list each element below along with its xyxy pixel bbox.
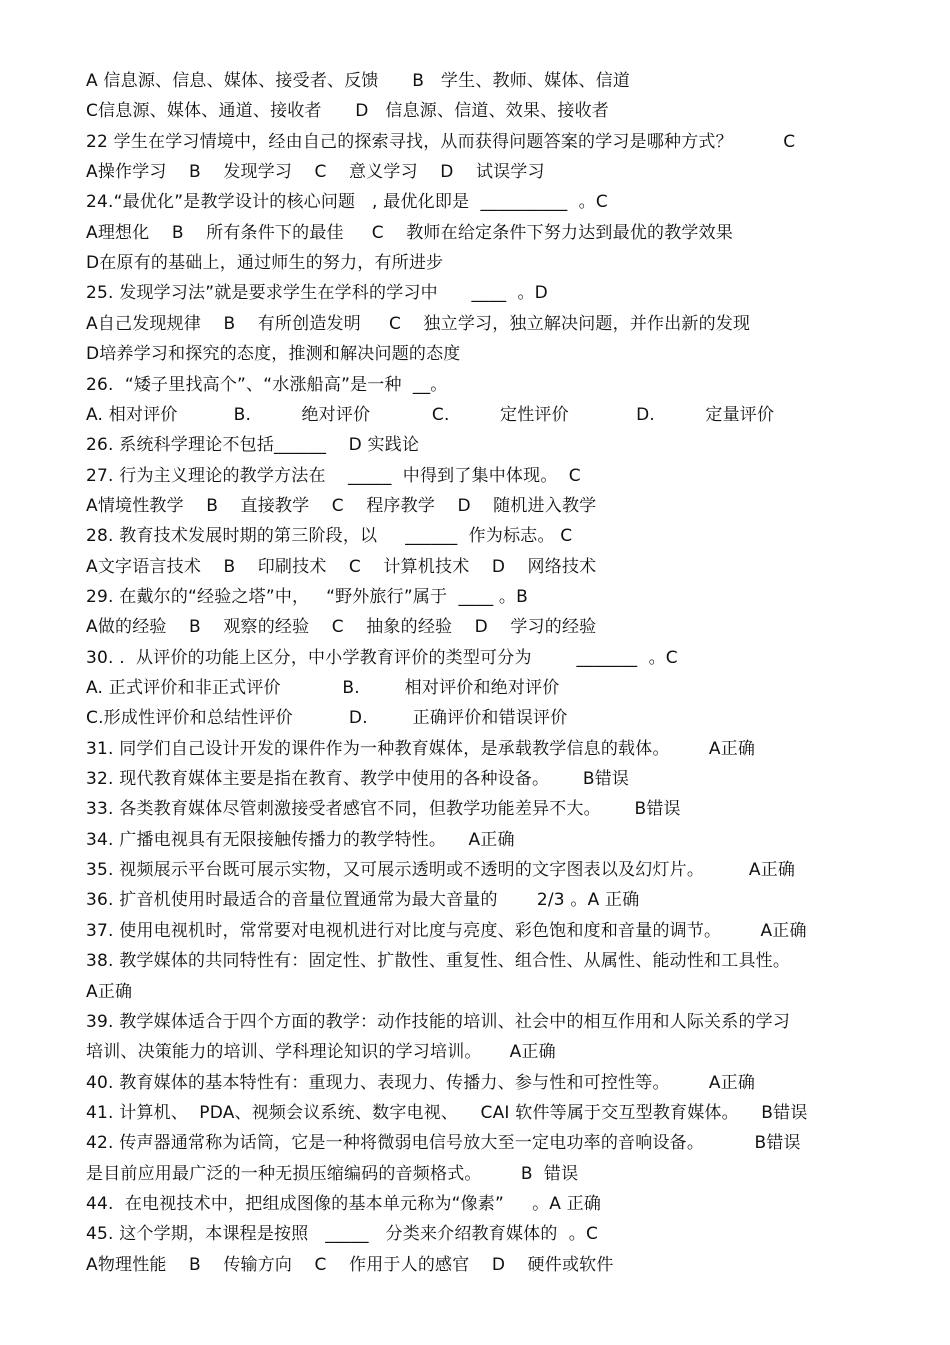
text-line: A做的经验 B 观察的经验 C 抽象的经验 D 学习的经验 <box>86 617 597 638</box>
text-line: 45. 这个学期，本课程是按照 _____ 分类来介绍教育媒体的 。C <box>86 1224 599 1245</box>
text-line: 41. 计算机、 PDA、视频会议系统、数字电视、 CAI 软件等属于交互型教育媒体。 B错误 <box>86 1102 808 1123</box>
text-line: A文字语言技术 B 印刷技术 C 计算机技术 D 网络技术 <box>86 556 597 577</box>
text-line: D培养学习和探究的态度，推测和解决问题的态度 <box>86 344 461 365</box>
text-line: A 信息源、信息、媒体、接受者、反馈 B 学生、教师、媒体、信道 <box>86 71 631 91</box>
text-line: 35. 视频展示平台既可展示实物，又可展示透明或不透明的文字图表以及幻灯片。 A正确 <box>86 860 796 881</box>
text-line: A物理性能 B 传输方向 C 作用于人的感官 D 硬件或软件 <box>86 1254 614 1275</box>
text-line: D在原有的基础上，通过师生的努力，有所进步 <box>86 253 444 274</box>
text-line: 38. 教学媒体的共同特性有：固定性、扩散性、重复性、组合性、从属性、能动性和工具性。 <box>86 951 791 972</box>
text-line: 29. 在戴尔的“经验之塔”中， “野外旅行”属于 ____ 。B <box>86 586 528 607</box>
text-line: A情境性教学 B 直接教学 C 程序教学 D 随机进入教学 <box>86 495 597 516</box>
text-line: A正确 <box>86 981 133 1002</box>
text-line: 26. “矮子里找高个”、“水涨船高”是一种 __。 <box>86 374 448 395</box>
text-line: A操作学习 B 发现学习 C 意义学习 D 试误学习 <box>86 162 545 183</box>
text-line: 32. 现代教育媒体主要是指在教育、教学中使用的各种设备。 B错误 <box>86 769 630 790</box>
text-line: 42. 传声器通常称为话筒，它是一种将微弱电信号放大至一定电功率的音响设备。 B错误 <box>86 1133 801 1154</box>
text-line: 34. 广播电视具有无限接触传播力的教学特性。 A正确 <box>86 829 515 850</box>
text-line: 27. 行为主义理论的教学方法在 _____ 中得到了集中体现。 C <box>86 465 581 486</box>
text-line: C.形成性评价和总结性评价 D. 正确评价和错误评价 <box>86 708 568 729</box>
text-line: 31. 同学们自己设计开发的课件作为一种教育媒体，是承载教学信息的载体。 A正确 <box>86 738 756 759</box>
text-line: 44. 在电视技术中，把组成图像的基本单元称为“像素” 。A 正确 <box>86 1193 602 1214</box>
text-line: 培训、决策能力的培训、学科理论知识的学习培训。 A正确 <box>86 1042 556 1063</box>
text-line: A自己发现规律 B 有所创造发明 C 独立学习，独立解决问题，并作出新的发现 <box>86 313 751 334</box>
text-line: 是目前应用最广泛的一种无损压缩编码的音频格式。 B 错误 <box>86 1163 579 1184</box>
text-line: 39. 教学媒体适合于四个方面的教学：动作技能的培训、社会中的相互作用和人际关系的学习 <box>86 1011 791 1032</box>
text-line: 26. 系统科学理论不包括______ D 实践论 <box>86 435 420 456</box>
text-line: 37. 使用电视机时，常常要对电视机进行对比度与亮度、彩色饱和度和音量的调节。 A正确 <box>86 920 807 941</box>
text-line: A. 正式评价和非正式评价 B. 相对评价和绝对评价 <box>86 678 560 698</box>
text-line: 22 学生在学习情境中，经由自己的探索寻找，从而获得问题答案的学习是哪种方式？ C <box>86 131 796 152</box>
text-line: 40. 教育媒体的基本特性有：重现力、表现力、传播力、参与性和可控性等。 A正确 <box>86 1072 756 1093</box>
text-line: 24.“最优化”是教学设计的核心问题 , 最优化即是 __________ 。C <box>86 192 608 213</box>
text-line: 30. . 从评价的功能上区分，中小学教育评价的类型可分为 _______ 。C <box>86 647 678 668</box>
text-line: A理想化 B 所有条件下的最佳 C 教师在给定条件下努力达到最优的教学效果 <box>86 222 734 243</box>
text-line: C信息源、媒体、通道、接收者 D 信息源、信道、效果、接收者 <box>86 101 609 122</box>
text-line: 28. 教育技术发展时期的第三阶段，以 ______ 作为标志。 C <box>86 526 573 547</box>
text-line: A. 相对评价 B. 绝对评价 C. 定性评价 D. 定量评价 <box>86 404 775 425</box>
text-line: 33. 各类教育媒体尽管刺激接受者感官不同，但教学功能差异不大。 B错误 <box>86 799 681 820</box>
text-line: 36. 扩音机使用时最适合的音量位置通常为最大音量的 2/3 。A 正确 <box>86 890 640 911</box>
text-line: 25. 发现学习法”就是要求学生在学科的学习中 ____ 。D <box>86 283 548 304</box>
